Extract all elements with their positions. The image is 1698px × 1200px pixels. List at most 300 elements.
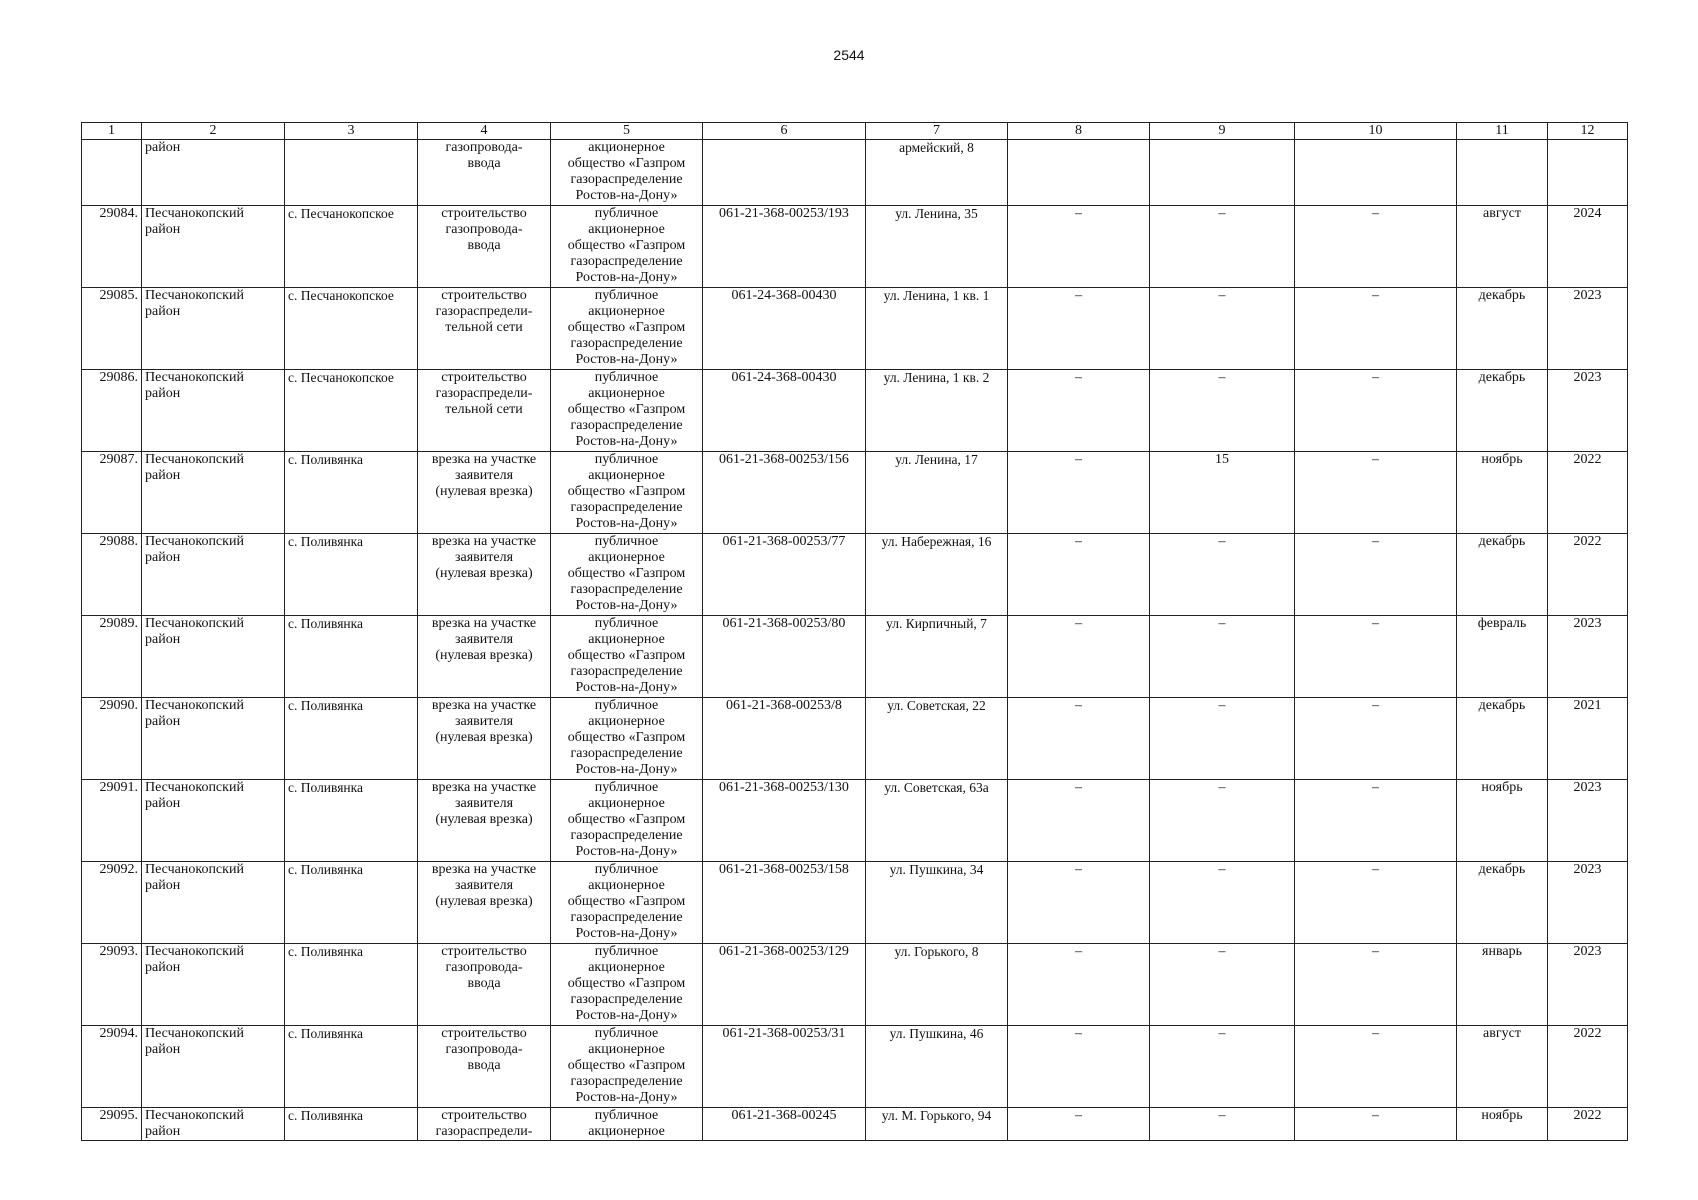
district-cell-text: Песчанокопский район (145, 1026, 244, 1057)
month-cell-text: ноябрь (1481, 1108, 1523, 1123)
contract-number-cell (703, 944, 866, 1026)
column-10-cell (1295, 616, 1457, 698)
row-number-text: 29089. (99, 616, 138, 631)
column-header: 6 (703, 123, 866, 140)
organization-cell-text: публичное акционерное общество «Газпром газораспределение Ростов-на-Дону» (567, 288, 686, 367)
year-cell-text: 2023 (1573, 944, 1602, 959)
column-10-cell-text: – (1372, 698, 1379, 713)
table-row (82, 780, 1628, 862)
row-number-text: 29092. (99, 862, 138, 877)
column-10-cell (1295, 370, 1457, 452)
column-8-cell (1008, 862, 1150, 944)
settlement-cell (285, 370, 418, 452)
column-9-cell-text: – (1218, 616, 1226, 631)
settlement-cell (285, 944, 418, 1026)
address-cell (866, 944, 1008, 1026)
column-header: 1 (82, 123, 142, 140)
month-cell (1457, 698, 1548, 780)
data-table (81, 122, 1628, 1141)
column-8-cell-text: – (1075, 206, 1082, 221)
contract-number-cell (703, 140, 866, 206)
settlement-cell-text: с. Поливянка (288, 780, 364, 795)
table-body (82, 140, 1628, 1141)
district-cell (142, 534, 285, 616)
organization-cell (551, 1026, 703, 1108)
column-10-cell (1295, 206, 1457, 288)
address-cell-text: армейский, 8 (899, 140, 974, 155)
settlement-cell (285, 616, 418, 698)
table-row (82, 452, 1628, 534)
address-cell (866, 616, 1008, 698)
district-cell (142, 288, 285, 370)
settlement-cell (285, 140, 418, 206)
work-type-cell-text: строительство газопровода- ввода (441, 206, 527, 253)
contract-number-cell (703, 206, 866, 288)
work-type-cell (418, 534, 551, 616)
contract-number-cell (703, 452, 866, 534)
settlement-cell-text: с. Песчанокопское (288, 206, 394, 221)
address-cell-text: ул. Горького, 8 (894, 944, 979, 959)
organization-cell-text: публичное акционерное общество «Газпром газораспределение Ростов-на-Дону» (567, 370, 686, 449)
column-8-cell-text: – (1075, 698, 1082, 713)
column-8-cell-text: – (1075, 780, 1082, 795)
contract-number-cell-text: 061-21-368-00245 (731, 1108, 837, 1123)
organization-cell (551, 140, 703, 206)
year-cell (1548, 1026, 1628, 1108)
column-10-cell-text: – (1372, 370, 1379, 385)
month-cell-text: декабрь (1478, 288, 1526, 303)
month-cell-text: август (1483, 206, 1521, 221)
contract-number-cell-text: 061-21-368-00253/129 (719, 944, 849, 959)
table-row (82, 862, 1628, 944)
column-9-cell-text: – (1218, 1026, 1226, 1041)
row-number (82, 370, 142, 452)
settlement-cell-text: с. Поливянка (288, 698, 364, 713)
column-10-cell (1295, 698, 1457, 780)
month-cell (1457, 534, 1548, 616)
column-9-cell-text: – (1218, 780, 1226, 795)
month-cell-text: декабрь (1478, 370, 1526, 385)
district-cell-text: Песчанокопский район (145, 452, 244, 483)
table-row (82, 1108, 1628, 1141)
row-number (82, 944, 142, 1026)
column-9-cell-text: – (1218, 534, 1226, 549)
address-cell (866, 534, 1008, 616)
address-cell (866, 206, 1008, 288)
work-type-cell-text: врезка на участке заявителя (нулевая врезка) (431, 862, 537, 909)
district-cell-text: Песчанокопский район (145, 534, 244, 565)
settlement-cell-text: с. Поливянка (288, 1026, 364, 1041)
row-number (82, 140, 142, 206)
address-cell (866, 698, 1008, 780)
column-9-cell-text: – (1218, 944, 1226, 959)
column-10-cell (1295, 944, 1457, 1026)
column-8-cell (1008, 1108, 1150, 1141)
table-row (82, 140, 1628, 206)
month-cell (1457, 370, 1548, 452)
row-number (82, 206, 142, 288)
month-cell (1457, 1108, 1548, 1141)
year-cell-text: 2022 (1573, 452, 1602, 467)
contract-number-cell-text: 061-21-368-00253/31 (722, 1026, 846, 1041)
column-10-cell-text: – (1372, 288, 1379, 303)
work-type-cell-text: газопровода- ввода (445, 140, 523, 171)
year-cell-text: 2021 (1573, 698, 1602, 713)
column-8-cell (1008, 288, 1150, 370)
year-cell (1548, 370, 1628, 452)
district-cell-text: Песчанокопский район (145, 616, 244, 647)
district-cell (142, 140, 285, 206)
district-cell (142, 1108, 285, 1141)
column-9-cell-text: – (1218, 288, 1226, 303)
column-header: 5 (551, 123, 703, 140)
column-8-cell (1008, 1026, 1150, 1108)
settlement-cell (285, 862, 418, 944)
address-cell-text: ул. Набережная, 16 (881, 534, 992, 549)
row-number-text: 29088. (99, 534, 138, 549)
work-type-cell-text: строительство газораспредели- тельной сети (435, 288, 533, 335)
district-cell (142, 862, 285, 944)
contract-number-cell-text: 061-21-368-00253/8 (726, 698, 842, 713)
contract-number-cell-text: 061-21-368-00253/80 (722, 616, 846, 631)
column-8-cell (1008, 452, 1150, 534)
settlement-cell-text: с. Поливянка (288, 534, 364, 549)
column-10-cell-text: – (1372, 616, 1379, 631)
district-cell-text: Песчанокопский район (145, 288, 244, 319)
row-number-text: 29095. (99, 1108, 138, 1123)
column-9-cell (1150, 288, 1295, 370)
year-cell (1548, 616, 1628, 698)
contract-number-cell (703, 616, 866, 698)
contract-number-cell (703, 370, 866, 452)
column-10-cell (1295, 452, 1457, 534)
address-cell (866, 780, 1008, 862)
column-8-cell-text: – (1075, 288, 1082, 303)
column-header: 11 (1457, 123, 1548, 140)
column-header: 2 (142, 123, 285, 140)
settlement-cell (285, 452, 418, 534)
organization-cell (551, 452, 703, 534)
settlement-cell-text: с. Поливянка (288, 616, 364, 631)
column-9-cell-text: – (1218, 698, 1226, 713)
column-header: 4 (418, 123, 551, 140)
district-cell-text: Песчанокопский район (145, 206, 244, 237)
work-type-cell (418, 206, 551, 288)
work-type-cell (418, 944, 551, 1026)
district-cell (142, 452, 285, 534)
district-cell (142, 206, 285, 288)
month-cell-text: ноябрь (1481, 780, 1523, 795)
settlement-cell (285, 206, 418, 288)
column-8-cell (1008, 370, 1150, 452)
table-row (82, 616, 1628, 698)
table-row (82, 1026, 1628, 1108)
year-cell (1548, 862, 1628, 944)
column-8-cell-text: – (1075, 862, 1082, 877)
work-type-cell-text: строительство газопровода- ввода (441, 944, 527, 991)
district-cell-text: Песчанокопский район (145, 780, 244, 811)
column-9-cell (1150, 862, 1295, 944)
column-8-cell (1008, 534, 1150, 616)
organization-cell (551, 1108, 703, 1141)
row-number (82, 534, 142, 616)
organization-cell (551, 862, 703, 944)
month-cell (1457, 944, 1548, 1026)
column-header: 10 (1295, 123, 1457, 140)
work-type-cell-text: врезка на участке заявителя (нулевая врезка) (431, 616, 537, 663)
work-type-cell-text: врезка на участке заявителя (нулевая врезка) (431, 698, 537, 745)
settlement-cell-text: с. Песчанокопское (288, 288, 394, 303)
address-cell-text: ул. Ленина, 17 (895, 452, 978, 467)
year-cell (1548, 1108, 1628, 1141)
column-10-cell (1295, 1108, 1457, 1141)
district-cell (142, 944, 285, 1026)
address-cell-text: ул. Ленина, 35 (895, 206, 978, 221)
organization-cell-text: публичное акционерное общество «Газпром газораспределение Ростов-на-Дону» (567, 780, 686, 859)
district-cell-text: Песчанокопский район (145, 1108, 244, 1139)
column-8-cell (1008, 616, 1150, 698)
organization-cell (551, 288, 703, 370)
month-cell (1457, 288, 1548, 370)
month-cell-text: декабрь (1478, 698, 1526, 713)
column-8-cell-text: – (1075, 944, 1082, 959)
column-10-cell-text: – (1372, 1108, 1379, 1123)
year-cell-text: 2023 (1573, 780, 1602, 795)
work-type-cell (418, 780, 551, 862)
settlement-cell (285, 288, 418, 370)
settlement-cell (285, 1026, 418, 1108)
organization-cell-text: публичное акционерное общество «Газпром газораспределение Ростов-на-Дону» (567, 206, 686, 285)
settlement-cell (285, 1108, 418, 1141)
row-number-text: 29085. (99, 288, 138, 303)
column-9-cell-text: – (1218, 206, 1226, 221)
year-cell (1548, 288, 1628, 370)
contract-number-cell-text: 061-21-368-00253/158 (719, 862, 849, 877)
column-8-cell (1008, 780, 1150, 862)
work-type-cell (418, 698, 551, 780)
column-9-cell-text: 15 (1215, 452, 1229, 467)
settlement-cell-text: с. Поливянка (288, 1108, 364, 1123)
year-cell-text: 2023 (1573, 288, 1602, 303)
column-8-cell (1008, 698, 1150, 780)
district-cell-text: Песчанокопский район (145, 370, 244, 401)
column-9-cell (1150, 698, 1295, 780)
column-10-cell (1295, 288, 1457, 370)
work-type-cell-text: врезка на участке заявителя (нулевая врезка) (431, 534, 537, 581)
address-cell (866, 1108, 1008, 1141)
year-cell-text: 2023 (1573, 370, 1602, 385)
year-cell-text: 2023 (1573, 862, 1602, 877)
contract-number-cell (703, 862, 866, 944)
year-cell-text: 2022 (1573, 1108, 1602, 1123)
month-cell (1457, 452, 1548, 534)
month-cell (1457, 862, 1548, 944)
work-type-cell-text: строительство газопровода- ввода (441, 1026, 527, 1073)
district-cell-text: Песчанокопский район (145, 944, 244, 975)
column-10-cell-text: – (1372, 1026, 1379, 1041)
month-cell (1457, 140, 1548, 206)
contract-number-cell-text: 061-24-368-00430 (731, 370, 837, 385)
organization-cell-text: публичное акционерное общество «Газпром газораспределение Ростов-на-Дону» (567, 616, 686, 695)
column-9-cell (1150, 370, 1295, 452)
district-cell-text: Песчанокопский район (145, 862, 244, 893)
year-cell (1548, 698, 1628, 780)
column-9-cell-text: – (1218, 1108, 1226, 1123)
address-cell (866, 1026, 1008, 1108)
organization-cell-text: публичное акционерное общество «Газпром газораспределение Ростов-на-Дону» (567, 698, 686, 777)
contract-number-cell (703, 780, 866, 862)
district-cell (142, 780, 285, 862)
year-cell-text: 2023 (1573, 616, 1602, 631)
settlement-cell-text: с. Поливянка (288, 862, 364, 877)
contract-number-cell (703, 1026, 866, 1108)
row-number-text: 29084. (99, 206, 138, 221)
organization-cell-text: публичное акционерное общество «Газпром газораспределение Ростов-на-Дону» (567, 452, 686, 531)
table-row (82, 534, 1628, 616)
district-cell (142, 616, 285, 698)
column-10-cell (1295, 780, 1457, 862)
column-8-cell-text: – (1075, 370, 1082, 385)
address-cell (866, 452, 1008, 534)
organization-cell-text: публичное акционерное общество «Газпром газораспределение Ростов-на-Дону» (567, 944, 686, 1023)
column-header: 7 (866, 123, 1008, 140)
month-cell (1457, 780, 1548, 862)
year-cell (1548, 780, 1628, 862)
column-9-cell-text: – (1218, 862, 1226, 877)
organization-cell-text: публичное акционерное (588, 1108, 665, 1139)
column-10-cell (1295, 862, 1457, 944)
column-9-cell (1150, 534, 1295, 616)
header-row (82, 123, 1628, 140)
contract-number-cell-text: 061-21-368-00253/130 (719, 780, 849, 795)
district-cell (142, 1026, 285, 1108)
address-cell-text: ул. Пушкина, 34 (889, 862, 984, 877)
contract-number-cell-text: 061-21-368-00253/156 (719, 452, 849, 467)
month-cell (1457, 616, 1548, 698)
year-cell (1548, 944, 1628, 1026)
table-row (82, 288, 1628, 370)
address-cell-text: ул. Советская, 63а (884, 780, 989, 795)
address-cell (866, 862, 1008, 944)
column-8-cell (1008, 140, 1150, 206)
work-type-cell (418, 1026, 551, 1108)
row-number-text: 29094. (99, 1026, 138, 1041)
column-9-cell (1150, 1026, 1295, 1108)
table-row (82, 944, 1628, 1026)
contract-number-cell (703, 534, 866, 616)
row-number (82, 288, 142, 370)
work-type-cell (418, 1108, 551, 1141)
month-cell-text: январь (1482, 944, 1522, 959)
row-number-text: 29091. (99, 780, 138, 795)
table-row (82, 370, 1628, 452)
column-header: 3 (285, 123, 418, 140)
year-cell-text: 2022 (1573, 1026, 1602, 1041)
work-type-cell (418, 370, 551, 452)
month-cell (1457, 1026, 1548, 1108)
year-cell (1548, 534, 1628, 616)
contract-number-cell-text: 061-24-368-00430 (731, 288, 837, 303)
work-type-cell (418, 616, 551, 698)
contract-number-cell (703, 288, 866, 370)
column-8-cell-text: – (1075, 616, 1082, 631)
column-9-cell (1150, 452, 1295, 534)
district-cell-text: Песчанокопский район (145, 698, 244, 729)
column-10-cell (1295, 1026, 1457, 1108)
column-header: 9 (1150, 123, 1295, 140)
column-header: 8 (1008, 123, 1150, 140)
row-number-text: 29093. (99, 944, 138, 959)
organization-cell (551, 780, 703, 862)
address-cell (866, 288, 1008, 370)
organization-cell (551, 534, 703, 616)
organization-cell (551, 206, 703, 288)
organization-cell-text: публичное акционерное общество «Газпром газораспределение Ростов-на-Дону» (567, 534, 686, 613)
district-cell-text: район (145, 140, 181, 155)
work-type-cell-text: строительство газораспредели- тельной сети (435, 370, 533, 417)
district-cell (142, 370, 285, 452)
row-number (82, 1108, 142, 1141)
column-9-cell-text: – (1218, 370, 1226, 385)
row-number (82, 1026, 142, 1108)
address-cell-text: ул. М. Горького, 94 (881, 1108, 992, 1123)
column-9-cell (1150, 944, 1295, 1026)
column-10-cell-text: – (1372, 206, 1379, 221)
column-8-cell-text: – (1075, 452, 1082, 467)
settlement-cell (285, 698, 418, 780)
column-8-cell-text: – (1075, 1026, 1082, 1041)
table-row (82, 206, 1628, 288)
column-10-cell-text: – (1372, 944, 1379, 959)
work-type-cell-text: врезка на участке заявителя (нулевая врезка) (431, 452, 537, 499)
contract-number-cell-text: 061-21-368-00253/193 (719, 206, 849, 221)
organization-cell-text: публичное акционерное общество «Газпром газораспределение Ростов-на-Дону» (567, 1026, 686, 1105)
row-number-text: 29086. (99, 370, 138, 385)
column-9-cell (1150, 140, 1295, 206)
column-8-cell-text: – (1075, 534, 1082, 549)
column-10-cell (1295, 140, 1457, 206)
row-number-text: 29090. (99, 698, 138, 713)
column-10-cell-text: – (1372, 534, 1379, 549)
row-number (82, 452, 142, 534)
month-cell-text: август (1483, 1026, 1521, 1041)
row-number (82, 862, 142, 944)
year-cell-text: 2024 (1573, 206, 1602, 221)
month-cell-text: декабрь (1478, 862, 1526, 877)
address-cell-text: ул. Ленина, 1 кв. 1 (883, 288, 990, 303)
address-cell-text: ул. Советская, 22 (887, 698, 986, 713)
contract-number-cell (703, 1108, 866, 1141)
organization-cell (551, 616, 703, 698)
table-row (82, 698, 1628, 780)
address-cell-text: ул. Кирпичный, 7 (886, 616, 987, 631)
column-9-cell (1150, 1108, 1295, 1141)
organization-cell (551, 370, 703, 452)
settlement-cell-text: с. Поливянка (288, 944, 364, 959)
district-cell (142, 698, 285, 780)
contract-number-cell (703, 698, 866, 780)
address-cell-text: ул. Ленина, 1 кв. 2 (883, 370, 990, 385)
settlement-cell (285, 534, 418, 616)
month-cell-text: декабрь (1478, 534, 1526, 549)
settlement-cell-text: с. Песчанокопское (288, 370, 394, 385)
column-8-cell (1008, 206, 1150, 288)
settlement-cell (285, 780, 418, 862)
work-type-cell (418, 862, 551, 944)
column-9-cell (1150, 206, 1295, 288)
address-cell-text: ул. Пушкина, 46 (889, 1026, 984, 1041)
contract-number-cell-text: 061-21-368-00253/77 (722, 534, 846, 549)
